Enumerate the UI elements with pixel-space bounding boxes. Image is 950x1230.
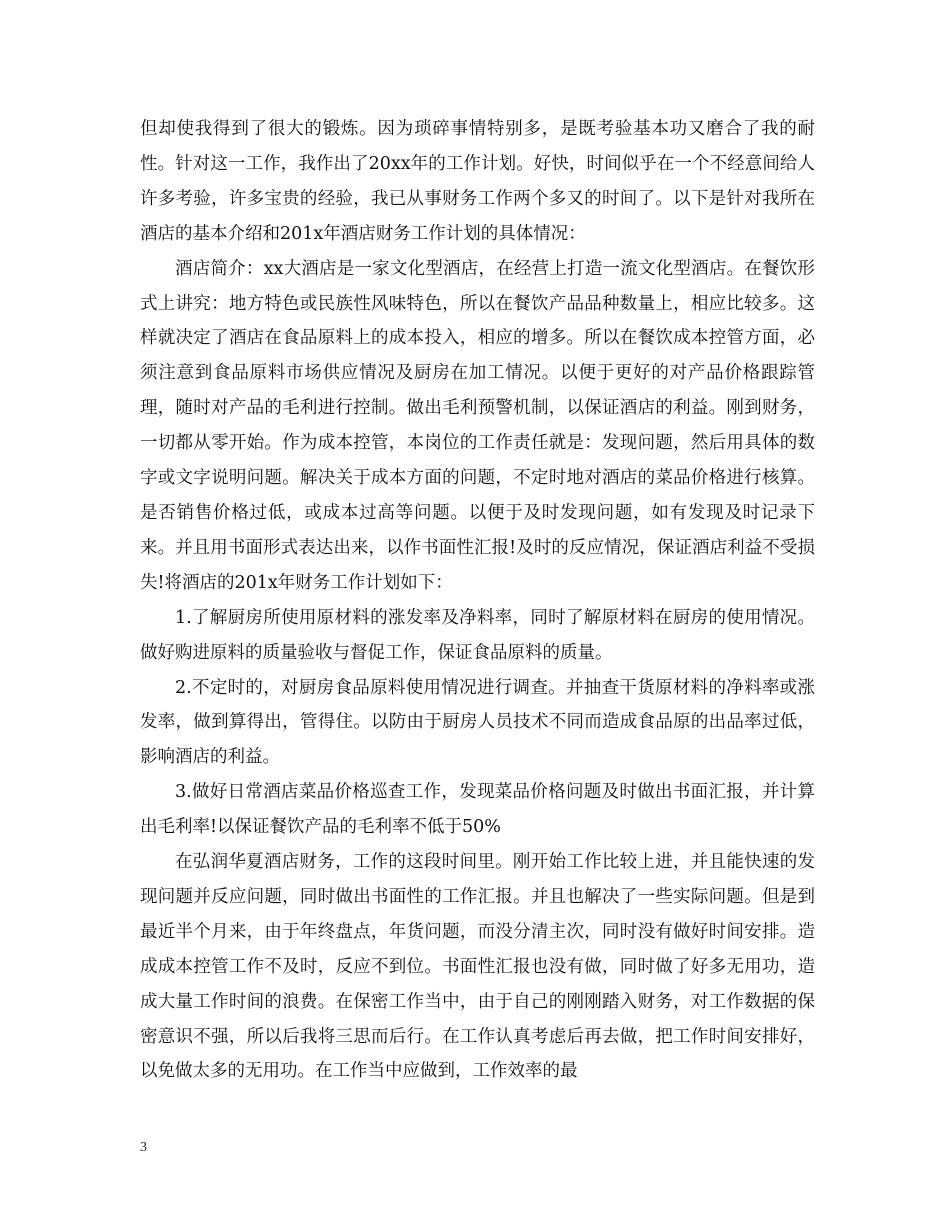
document-body [140,112,815,1089]
paragraph-2: 酒店简介：xx大酒店是一家文化型酒店，在经营上打造一流文化型酒店。在餐饮形式上讲究：地方特色或民族性风味特色，所以在餐饮产品品种数量上，相应比较多。这样就决定了酒店在食品原料上的成本投入，相应的增多。所以在餐饮成本控管方面，必须注意到食品原料市场供应情况及厨房在加工情况。以便于更好的对产品价格跟踪管理，随时对产品的毛利进行控制。做出毛利预警机制，以保证酒店的利益。刚到财务，一切都从零开始。作为成本控管，本岗位的工作责任就是：发现问题，然后用具体的数字或文字说明问题。解决关于成本方面的问题，不定时地对酒店的菜品价格进行核算。是否销售价格过低，或成本过高等问题。以便于及时发现问题，如有发现及时记录下来。并且用书面形式表达出来，以作书面性汇报!及时的反应情况，保证酒店利益不受损失!将酒店的201x年财务工作计划如下： [140,258,815,593]
paragraph-5: 3.做好日常酒店菜品价格巡查工作，发现菜品价格问题及时做出书面汇报，并计算出毛利率!以保证餐饮产品的毛利率不低于50% [140,782,815,838]
paragraph-6: 在弘润华夏酒店财务，工作的这段时间里。刚开始工作比较上进，并且能快速的发现问题并反应问题，同时做出书面性的工作汇报。并且也解决了一些实际问题。但是到最近半个月来，由于年终盘点，年货问题，而没分清主次，同时没有做好时间安排。造成成本控管工作不及时，反应不到位。书面性汇报也没有做，同时做了好多无用功，造成大量工作时间的浪费。在保密工作当中，由于自己的刚刚踏入财务，对工作数据的保密意识不强，所以后我将三思而后行。在工作认真考虑后再去做，把工作时间安排好，以免做太多的无用功。在工作当中应做到，工作效率的最 [140,852,815,1082]
paragraph-3: 1.了解厨房所使用原材料的涨发率及净料率，同时了解原材料在厨房的使用情况。做好购进原料的质量验收与督促工作，保证食品原料的质量。 [140,607,815,663]
page-number: 3 [140,1140,147,1155]
paragraph-4: 2.不定时的，对厨房食品原料使用情况进行调查。并抽查干货原材料的净料率或涨发率，做到算得出，管得住。以防由于厨房人员技术不同而造成食品原的出品率过低，影响酒店的利益。 [140,677,815,768]
paragraph-1: 但却使我得到了很大的锻炼。因为琐碎事情特别多，是既考验基本功又磨合了我的耐性。针对这一工作，我作出了20xx年的工作计划。好快，时间似乎在一个不经意间给人许多考验，许多宝贵的经验，我已从事财务工作两个多又的时间了。以下是针对我所在酒店的基本介绍和201x年酒店财务工作计划的具体情况： [140,119,815,244]
